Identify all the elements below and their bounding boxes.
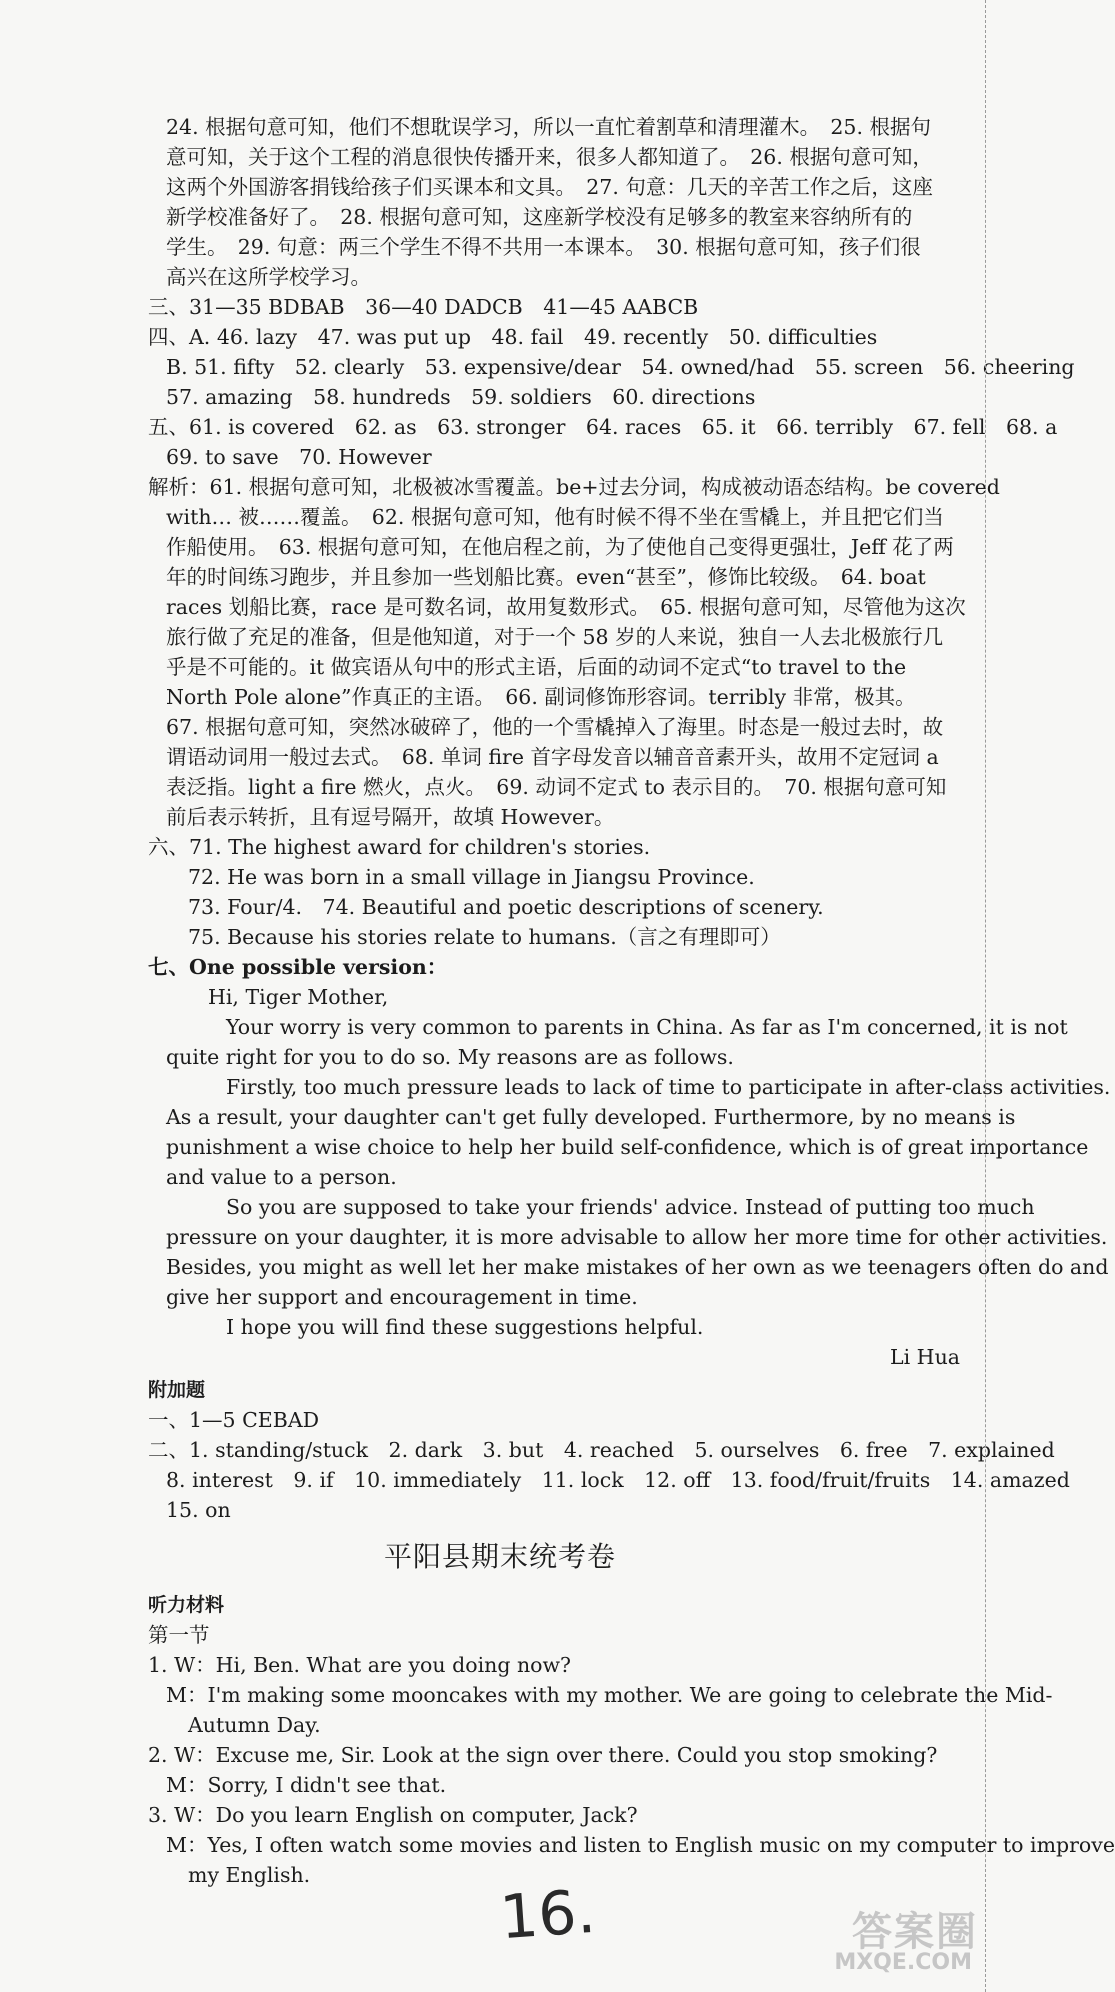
text-line: 2. W：Excuse me, Sir. Look at the sign over there. Could you stop smoking? (148, 1743, 938, 1767)
text-line: 第一节 (148, 1623, 210, 1647)
text-line: 这两个外国游客捐钱给孩子们买课本和文具。 27. 句意：几天的辛苦工作之后，这座 (166, 175, 933, 199)
text-line: I hope you will find these suggestions helpful. (226, 1315, 704, 1339)
text-line: 年的时间练习跑步，并且参加一些划船比赛。even“甚至”，修饰比较级。 64. boat (166, 565, 926, 589)
text-line: 三、31—35 BDBAB 36—40 DADCB 41—45 AABCB (148, 295, 699, 319)
text-line: Besides, you might as well let her make mistakes of her own as we teenagers often do and (166, 1255, 1109, 1279)
text-line: and value to a person. (166, 1165, 397, 1189)
text-line: 听力材料 (148, 1594, 225, 1616)
text-line: 高兴在这所学校学习。 (166, 265, 371, 289)
text-line: 旅行做了充足的准备，但是他知道，对于一个 58 岁的人来说，独自一人去北极旅行几 (166, 625, 944, 649)
text-line: M：Sorry, I didn't see that. (166, 1773, 447, 1797)
text-line: Autumn Day. (188, 1713, 321, 1737)
text-line: Your worry is very common to parents in China. As far as I'm concerned, it is not (226, 1015, 1068, 1039)
page-number: 16. (497, 1876, 598, 1954)
text-line: So you are supposed to take your friends' advice. Instead of putting too much (226, 1195, 1035, 1219)
text-line: 谓语动词用一般过去式。 68. 单词 fire 首字母发音以辅音音素开头，故用不定冠词 a (166, 745, 939, 769)
text-line: 72. He was born in a small village in Jiangsu Province. (188, 865, 755, 889)
text-line: 一、1—5 CEBAD (148, 1408, 320, 1432)
text-line: 四、A. 46. lazy 47. was put up 48. fail 49. recently 50. difficulties (148, 325, 878, 349)
text-line: 作船使用。 63. 根据句意可知，在他启程之前，为了使他自己变得更强壮，Jeff 花了两 (166, 535, 954, 559)
text-line: 五、61. is covered 62. as 63. stronger 64. races 65. it 66. terribly 67. fell 68. a (148, 415, 1058, 439)
text-line: 六、71. The highest award for children's stories. (148, 835, 651, 859)
text-line: 解析：61. 根据句意可知，北极被冰雪覆盖。be+过去分词，构成被动语态结构。be covered (148, 475, 1000, 499)
text-line: Hi, Tiger Mother, (208, 985, 389, 1009)
text-line: give her support and encouragement in time. (166, 1285, 638, 1309)
text-line: 67. 根据句意可知，突然冰破碎了，他的一个雪橇掉入了海里。时态是一般过去时，故 (166, 715, 944, 739)
text-line: North Pole alone”作真正的主语。 66. 副词修饰形容词。terribly 非常，极其。 (166, 685, 916, 709)
text-line: 15. on (166, 1498, 231, 1522)
text-line: 8. interest 9. if 10. immediately 11. lock 12. off 13. food/fruit/fruits 14. amazed (166, 1468, 1070, 1492)
text-line: 平阳县期末统考卷 (383, 1540, 616, 1573)
text-line: 75. Because his stories relate to humans.（言之有理即可） (188, 925, 781, 949)
text-line: pressure on your daughter, it is more advisable to allow her more time for other activities. (166, 1225, 1108, 1249)
text-line: 3. W：Do you learn English on computer, Jack? (148, 1803, 638, 1827)
text-line: As a result, your daughter can't get fully developed. Furthermore, by no means is (166, 1105, 1016, 1129)
text-line: 24. 根据句意可知，他们不想耽误学习，所以一直忙着割草和清理灌木。 25. 根据句 (166, 115, 931, 139)
text-line: 二、1. standing/stuck 2. dark 3. but 4. reached 5. ourselves 6. free 7. explained (148, 1438, 1055, 1462)
text-line: races 划船比赛，race 是可数名词，故用复数形式。 65. 根据句意可知，尽管他为这次 (166, 595, 966, 619)
text-line: 乎是不可能的。it 做宾语从句中的形式主语，后面的动词不定式“to travel to the (166, 655, 907, 679)
text-line: 七、One possible version： (148, 955, 448, 979)
text-line: punishment a wise choice to help her build self-confidence, which is of great importance (166, 1135, 1089, 1159)
text-line: quite right for you to do so. My reasons are as follows. (166, 1045, 734, 1069)
text-line: 前后表示转折，且有逗号隔开，故填 However。 (166, 805, 615, 829)
text-line: B. 51. fifty 52. clearly 53. expensive/dear 54. owned/had 55. screen 56. cheering (166, 355, 1075, 379)
text-line: 附加题 (148, 1379, 206, 1401)
text-line: 57. amazing 58. hundreds 59. soldiers 60. directions (166, 385, 756, 409)
text-line: 表泛指。light a fire 燃火，点火。 69. 动词不定式 to 表示目的。 70. 根据句意可知 (166, 775, 947, 799)
watermark-url: MXQE.COM (834, 1950, 972, 1975)
text-line: Li Hua (890, 1345, 960, 1369)
text-line: with… 被……覆盖。 62. 根据句意可知，他有时候不得不坐在雪橇上，并且把它们当 (166, 505, 944, 529)
text-line: 73. Four/4. 74. Beautiful and poetic descriptions of scenery. (188, 895, 824, 919)
text-line: Firstly, too much pressure leads to lack of time to participate in after-class activities. (226, 1075, 1111, 1099)
text-line: 1. W：Hi, Ben. What are you doing now? (148, 1653, 572, 1677)
text-line: M：I'm making some mooncakes with my mother. We are going to celebrate the Mid- (166, 1683, 1053, 1707)
watermark-logo: 答案圈 (852, 1909, 978, 1955)
text-line: 69. to save 70. However (166, 445, 432, 469)
text-line: my English. (188, 1863, 311, 1887)
text-line: 学生。 29. 句意：两三个学生不得不共用一本课本。 30. 根据句意可知，孩子们很 (166, 235, 921, 259)
text-line: 意可知，关于这个工程的消息很快传播开来，很多人都知道了。 26. 根据句意可知， (166, 145, 933, 169)
binding-edge (985, 0, 1000, 1992)
text-line: 新学校准备好了。 28. 根据句意可知，这座新学校没有足够多的教室来容纳所有的 (166, 205, 913, 229)
text-line: M：Yes, I often watch some movies and listen to English music on my computer to improve (166, 1833, 1115, 1857)
